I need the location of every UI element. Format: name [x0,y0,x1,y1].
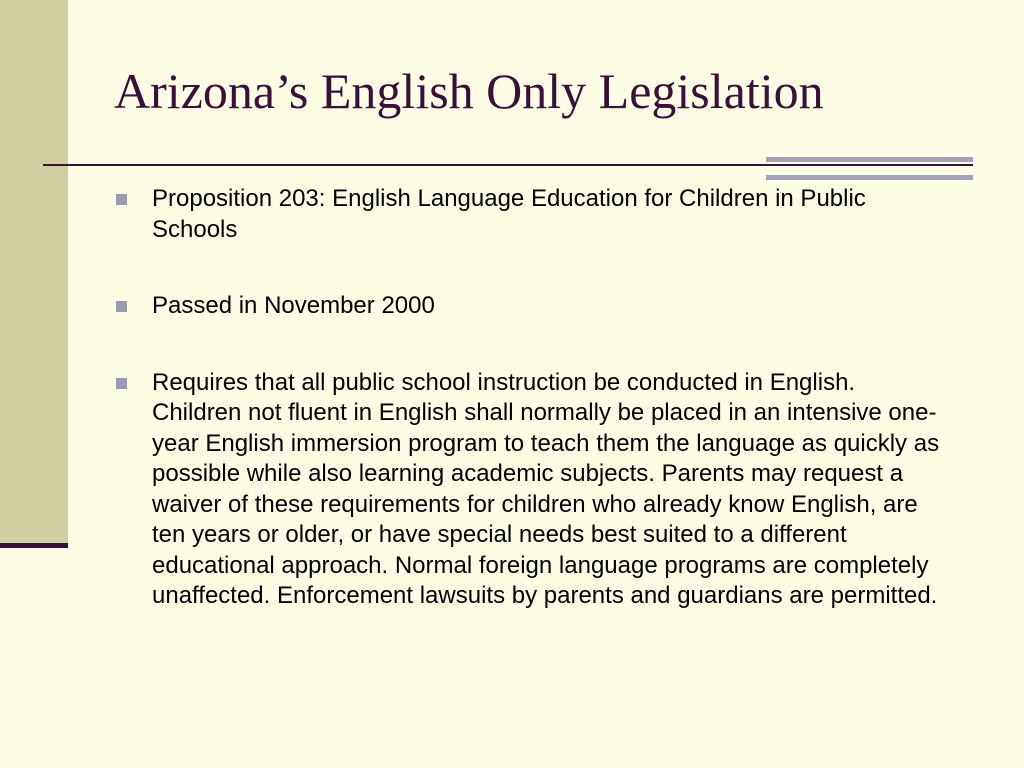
bullet-text: Proposition 203: English Language Education for Children in Public Schools [152,185,866,243]
slide-title: Arizona’s English Only Legislation [114,63,824,119]
bullet-item [114,291,944,322]
bullet-text: Requires that all public school instruction be conducted in English. Children not fluent in English shall normally be placed in an intensive one-year English immersion program to teach them the language as quickly as possible while also learning academic subjects. Parents may request a waiver of these requirements for children who already know English, are ten years or older, or have special needs best suited to a different educational approach. Normal foreign language programs are completely unaffected. Enforcement lawsuits by parents and guardians are permitted. [152,368,940,609]
square-bullet-icon [116,194,127,205]
left-decorative-band [0,0,68,547]
bullet-item [114,184,944,245]
square-bullet-icon [116,301,127,312]
left-band-rule [0,543,68,548]
bullet-item [114,368,944,612]
title-accent-bars [766,157,973,180]
bullet-list [114,184,944,612]
bullet-text: Passed in November 2000 [152,292,435,319]
accent-bar [766,157,973,162]
accent-bar [766,175,973,180]
square-bullet-icon [116,378,127,389]
